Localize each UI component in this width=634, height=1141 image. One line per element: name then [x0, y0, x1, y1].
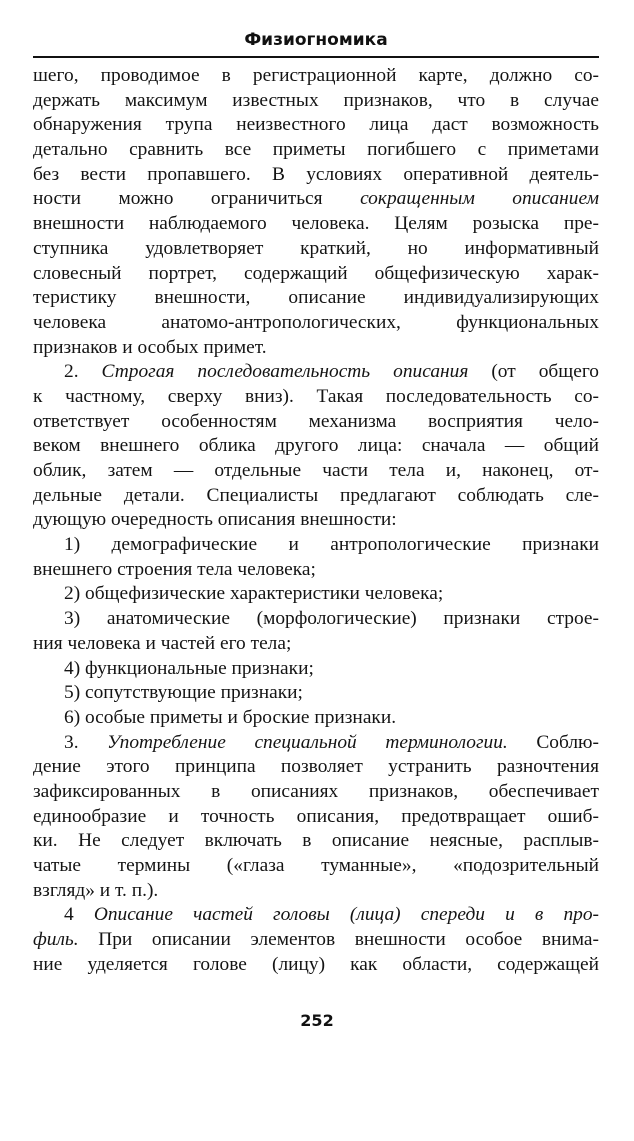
header-rule	[33, 56, 599, 58]
text-run: 2.	[64, 361, 102, 383]
text-run: (от общего	[468, 361, 599, 383]
text-run: внешности наблюдаемого человека. Целям розыска пре-	[33, 213, 599, 235]
text-line	[33, 286, 599, 311]
text-line	[33, 755, 599, 780]
text-run: теристику внешности, описание индивидуализирующих	[33, 287, 599, 309]
italic-term: Употребление специальной терминологии.	[107, 731, 508, 753]
text-line	[33, 681, 599, 706]
text-run: дельные детали. Специалисты предлагают соблюдать сле-	[33, 484, 599, 506]
text-run: внешнего строения тела человека;	[33, 558, 316, 580]
text-run: обнаружения трупа неизвестного лица даст возможность	[33, 114, 599, 136]
text-line	[33, 928, 599, 953]
text-line	[33, 780, 599, 805]
text-line	[33, 434, 599, 459]
text-line	[33, 533, 599, 558]
text-run: человека анатомо-антропологических, функциональных	[33, 311, 599, 333]
text-line	[33, 607, 599, 632]
text-line	[33, 706, 599, 731]
body-text	[33, 64, 599, 977]
text-run: держать максимум известных признаков, что в случае	[33, 89, 599, 111]
text-run: 4) функциональные признаки;	[64, 657, 314, 679]
text-line	[33, 854, 599, 879]
text-run: единообразие и точность описания, предотвращает ошиб-	[33, 805, 599, 827]
italic-term: филь.	[33, 929, 79, 951]
text-line	[33, 903, 599, 928]
text-run: 1) демографические и антропологические признаки	[64, 534, 599, 556]
text-run: 3.	[64, 731, 108, 753]
text-line	[33, 582, 599, 607]
text-line	[33, 385, 599, 410]
italic-term: Описание частей головы (лица) спереди и в про-	[93, 904, 599, 926]
text-line	[33, 953, 599, 978]
text-run: При описании элементов внешности особое внима-	[78, 929, 599, 951]
text-line	[33, 89, 599, 114]
text-run: ния человека и частей его тела;	[33, 632, 292, 654]
text-run: признаков и особых примет.	[33, 336, 267, 358]
text-line	[33, 311, 599, 336]
text-run: 5) сопутствующие признаки;	[64, 682, 303, 704]
text-run: без вести пропавшего. В условиях оперативной деятель-	[33, 163, 599, 185]
text-line	[33, 262, 599, 287]
text-line	[33, 558, 599, 583]
text-run: ности можно ограничиться	[33, 188, 361, 210]
text-line	[33, 187, 599, 212]
text-run: 6) особые приметы и броские признаки.	[64, 706, 397, 728]
text-line	[33, 508, 599, 533]
text-line	[33, 237, 599, 262]
text-run: чатые термины («глаза туманные», «подозрительный	[33, 855, 599, 876]
text-run: шего, проводимое в регистрационной карте, должно со-	[33, 65, 599, 86]
text-line	[33, 138, 599, 163]
text-line	[33, 731, 599, 756]
text-line	[33, 410, 599, 435]
text-run: словесный портрет, содержащий общефизическую харак-	[33, 262, 599, 284]
text-run: ние уделяется голове (лицу) как области, содержащей	[33, 953, 599, 975]
text-line	[33, 212, 599, 237]
text-run: дение этого принципа позволяет устранить разночтения	[33, 756, 599, 778]
text-run: к частному, сверху вниз). Такая последовательность со-	[33, 385, 599, 407]
text-line	[33, 829, 599, 854]
text-run: Соблю-	[507, 731, 600, 753]
running-head: Физиогномика	[244, 30, 388, 50]
text-line	[33, 113, 599, 138]
text-line	[33, 163, 599, 188]
text-line	[33, 360, 599, 385]
text-run: 4	[64, 904, 94, 926]
text-run: детально сравнить все приметы погибшего с приметами	[33, 139, 599, 161]
text-run: зафиксированных в описаниях признаков, обеспечивает	[33, 780, 599, 802]
text-line	[33, 459, 599, 484]
italic-term: сокращенным описанием	[360, 188, 599, 210]
text-line	[33, 632, 599, 657]
text-run: ки. Не следует включать в описание неясные, расплыв-	[33, 830, 599, 852]
page-number: 252	[300, 1011, 334, 1030]
text-line	[33, 336, 599, 361]
text-run: ступника удовлетворяет краткий, но информативный	[33, 237, 599, 259]
text-run: ответствует особенностям механизма восприятия чело-	[33, 410, 599, 432]
text-line	[33, 879, 599, 904]
text-run: взгляд» и т. п.).	[33, 879, 159, 901]
text-run: 2) общефизические характеристики человека;	[64, 583, 444, 605]
text-line	[33, 484, 599, 509]
text-run: облик, затем — отдельные части тела и, наконец, от-	[33, 460, 599, 481]
text-run: веком внешнего облика другого лица: сначала — общий	[33, 435, 599, 457]
text-run: 3) анатомические (морфологические) признаки строе-	[64, 608, 599, 630]
text-line	[33, 657, 599, 682]
italic-term: Строгая последовательность описания	[101, 361, 469, 383]
text-line	[33, 805, 599, 830]
text-run: дующую очередность описания внешности:	[33, 509, 397, 531]
text-line	[33, 64, 599, 89]
